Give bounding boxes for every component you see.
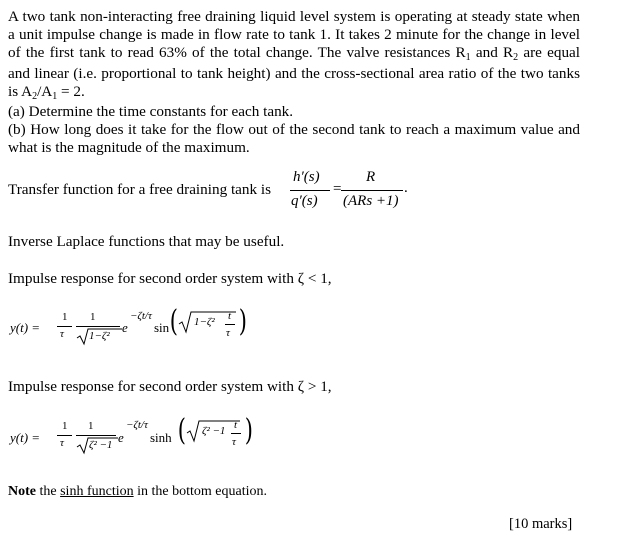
eq1-bar-c [225,324,235,325]
eq2-e: e [118,430,124,445]
eq1-exp: −ζt/τ [130,310,152,322]
note-bold: Note [8,484,36,499]
transfer-label: Transfer function for a free draining tank is [8,181,272,198]
eq2-rparen: ) [244,413,253,448]
tf-period: . [404,180,408,196]
eq2-bar-a [57,435,72,436]
tf-bar-left [290,190,330,191]
tf-equals: = [333,181,342,197]
part-a: (a) Determine the time constants for each tank. [8,103,294,121]
eq1-one-b: 1 [90,311,96,323]
part-b: (b) How long does it take for the flow out of the second tank to reach a maximum value and what is the magnitude of the maximum. [8,121,580,157]
tf-den-right: (ARs +1) [343,193,399,209]
eq1-bar-b [76,326,120,327]
impulse2-label: Impulse response for second order system with ζ > 1, [8,378,332,395]
eq2-exp: −ζt/τ [126,419,148,431]
impulse1-label: Impulse response for second order system with ζ < 1, [8,270,332,287]
eq1-func: sin [154,320,170,335]
problem-statement: A two tank non-interacting free draining liquid level system is operating at steady state when a unit impulse change is made in flow rate to tank 1. It takes 2 minute for the change in level of the first tank to read 63% of the total change. The valve resistances R1 and R2 are equal and linear (i.e. proportional to tank height) and the cross-sectional area ratio of the two tanks is A2/A1 = 2. (a) Determine the time constants for each tank. (b) How long does it take for the flow out of the second tank to reach a maximum value and what is the magnitude of the maximum. [8,8,581,157]
sinh-function-link[interactable]: sinh function [60,484,134,499]
eq1-tau-a: τ [60,328,64,340]
eq2-lparen: ( [177,413,186,448]
eq1-lparen: ( [169,304,178,339]
eq1-t: t [228,310,232,322]
eq1-sqrt-body: 1−ζ² [89,330,110,342]
tf-num-left: h′(s) [293,169,320,185]
eq1-lhs: y(t) = [10,320,41,335]
eq2-bar-c [231,433,241,434]
eq2-tau-c: τ [232,436,236,448]
inverse-note: Inverse Laplace functions that may be useful. [8,233,285,250]
tf-num-right: R [366,169,376,185]
eq1-one-a: 1 [62,311,68,323]
eq1-e: e [122,320,128,335]
tf-bar-right [341,190,403,191]
eq2-sqrt-body: ζ² −1 [89,439,113,451]
eq2-inner: ζ² −1 [202,425,226,437]
eq2-one-b: 1 [88,420,94,432]
eq2-lhs: y(t) = [10,430,41,445]
eq1-tau-c: τ [226,327,230,339]
marks-label: [10 marks] [509,516,573,532]
eq1-rparen: ) [238,304,247,339]
eq2-t: t [234,419,238,431]
eq2-tau-a: τ [60,437,64,449]
tf-den-left: q′(s) [291,193,318,209]
eq2-bar-b [76,435,116,436]
eq1-inner: 1−ζ² [194,316,215,328]
note: Note the sinh function in the bottom equation. [8,484,267,499]
eq2-one-a: 1 [62,420,68,432]
eq2-func: sinh [150,430,172,445]
eq1-bar-a [57,326,72,327]
